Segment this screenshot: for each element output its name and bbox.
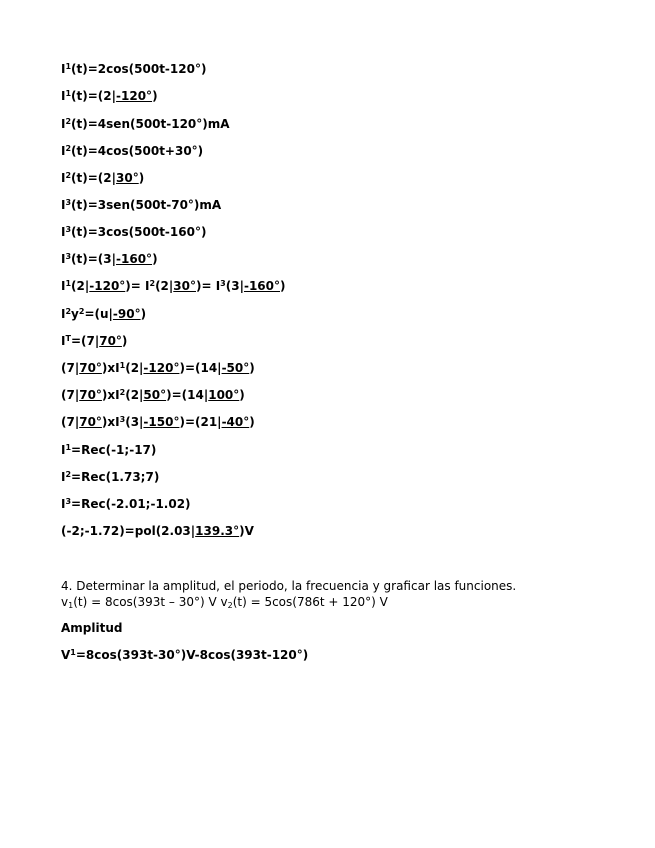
text-segment: ) bbox=[140, 307, 147, 321]
underlined-angle: 70° bbox=[79, 361, 102, 375]
text-line-21 bbox=[61, 620, 122, 636]
text-line-19 bbox=[61, 578, 516, 594]
superscript: T bbox=[65, 334, 71, 343]
text-line-2 bbox=[61, 88, 158, 104]
text-segment: (t)=(2| bbox=[71, 171, 117, 185]
text-segment: I bbox=[61, 443, 66, 457]
superscript: 2 bbox=[65, 470, 72, 479]
underlined-angle: 30° bbox=[116, 171, 139, 185]
text-segment: (t)=3sen(500t-70°)mA bbox=[71, 198, 222, 212]
text-line-6 bbox=[61, 197, 221, 213]
underlined-angle: -160° bbox=[116, 252, 153, 266]
superscript: 3 bbox=[119, 415, 126, 424]
superscript: 3 bbox=[65, 225, 72, 234]
underlined-angle: 30° bbox=[173, 279, 196, 293]
superscript: 1 bbox=[65, 279, 72, 288]
text-segment: )V bbox=[239, 524, 254, 538]
underlined-angle: 50° bbox=[143, 388, 167, 402]
text-segment: I bbox=[61, 334, 66, 348]
text-segment: I bbox=[61, 89, 66, 103]
text-segment: =8cos(393t-30°)V-8cos(393t-120°) bbox=[75, 648, 309, 662]
text-segment: )=(14| bbox=[179, 361, 222, 375]
text-segment: I bbox=[61, 470, 66, 484]
text-line-1 bbox=[61, 61, 206, 77]
text-segment: (2| bbox=[155, 279, 174, 293]
text-segment: (t)=(2| bbox=[71, 89, 117, 103]
text-line-17 bbox=[61, 496, 191, 512]
text-segment: (t) = 8cos(393t – 30°) V v bbox=[73, 595, 228, 609]
text-segment: )xI bbox=[101, 388, 120, 402]
text-line-15 bbox=[61, 442, 156, 458]
text-segment: (2| bbox=[125, 361, 144, 375]
text-line-8 bbox=[61, 251, 158, 267]
text-line-12 bbox=[61, 360, 255, 376]
superscript: 3 bbox=[65, 497, 72, 506]
text-segment: ) bbox=[152, 89, 158, 103]
text-line-10 bbox=[61, 306, 146, 322]
superscript: 2 bbox=[65, 144, 72, 153]
text-segment: (2| bbox=[71, 279, 90, 293]
text-segment: )=(14| bbox=[166, 388, 209, 402]
text-segment: ) bbox=[152, 252, 158, 266]
underlined-angle: 70° bbox=[99, 334, 122, 348]
text-segment: I bbox=[61, 252, 66, 266]
text-segment: I bbox=[61, 171, 66, 185]
text-segment: (3| bbox=[125, 415, 144, 429]
text-segment: I bbox=[61, 497, 66, 511]
text-line-7 bbox=[61, 224, 206, 240]
text-segment: (t)=2cos(500t-120°) bbox=[71, 62, 207, 76]
text-line-20 bbox=[61, 594, 388, 610]
text-line-11 bbox=[61, 333, 127, 349]
superscript: 1 bbox=[65, 89, 72, 98]
text-segment: ) bbox=[280, 279, 286, 293]
superscript: 1 bbox=[70, 648, 76, 657]
text-segment: I bbox=[61, 307, 66, 321]
text-segment: )=(21| bbox=[179, 415, 222, 429]
text-segment: I bbox=[61, 117, 66, 131]
text-segment: I bbox=[61, 225, 66, 239]
superscript: 2 bbox=[149, 279, 156, 288]
text-segment: (3| bbox=[225, 279, 244, 293]
text-segment: (7| bbox=[61, 361, 80, 375]
text-line-14 bbox=[61, 414, 255, 430]
text-segment: (t)=3cos(500t-160°) bbox=[71, 225, 207, 239]
text-segment: ) bbox=[121, 334, 128, 348]
text-line-4 bbox=[61, 143, 203, 159]
underlined-angle: -150° bbox=[143, 415, 180, 429]
text-segment: I bbox=[61, 198, 66, 212]
text-segment: (t)=4cos(500t+30°) bbox=[71, 144, 204, 158]
superscript: 1 bbox=[65, 443, 72, 452]
text-segment: (7| bbox=[61, 388, 80, 402]
text-line-13 bbox=[61, 387, 245, 403]
superscript: 2 bbox=[65, 307, 72, 316]
text-line-18 bbox=[61, 523, 254, 539]
underlined-angle: -160° bbox=[243, 279, 280, 293]
superscript: 3 bbox=[65, 198, 72, 207]
underlined-angle: -50° bbox=[221, 361, 250, 375]
superscript: 3 bbox=[220, 279, 226, 288]
superscript: 2 bbox=[65, 171, 72, 180]
text-segment: (2| bbox=[125, 388, 144, 402]
superscript: 1 bbox=[65, 62, 72, 71]
text-segment: I bbox=[61, 279, 66, 293]
text-segment: )= I bbox=[125, 279, 150, 293]
underlined-angle: 139.3° bbox=[195, 524, 240, 538]
text-line-22 bbox=[61, 647, 308, 663]
text-segment: (-2;-1.72)=pol(2.03| bbox=[61, 524, 196, 538]
underlined-angle: 70° bbox=[79, 415, 102, 429]
text-segment: ) bbox=[239, 388, 245, 402]
text-segment: I bbox=[61, 144, 66, 158]
text-line-16 bbox=[61, 469, 159, 485]
superscript: 2 bbox=[119, 388, 126, 397]
underlined-angle: 70° bbox=[79, 388, 102, 402]
text-line-5 bbox=[61, 170, 144, 186]
text-line-9 bbox=[61, 278, 285, 294]
underlined-angle: -120° bbox=[89, 279, 126, 293]
text-segment: ) bbox=[249, 361, 255, 375]
text-segment: =(7| bbox=[70, 334, 100, 348]
text-segment: (7| bbox=[61, 415, 80, 429]
superscript: 2 bbox=[78, 307, 85, 316]
text-segment: =Rec(1.73;7) bbox=[71, 470, 160, 484]
subscript: 2 bbox=[227, 601, 233, 610]
text-segment: )= I bbox=[195, 279, 221, 293]
text-segment: )xI bbox=[101, 361, 120, 375]
text-segment: y bbox=[71, 307, 79, 321]
superscript: 1 bbox=[119, 361, 126, 370]
superscript: 2 bbox=[65, 117, 72, 126]
text-line-3 bbox=[61, 116, 230, 132]
text-segment: ) bbox=[138, 171, 145, 185]
underlined-angle: -90° bbox=[112, 307, 141, 321]
text-segment: ) bbox=[249, 415, 255, 429]
text-segment: =(u| bbox=[84, 307, 113, 321]
underlined-angle: -120° bbox=[143, 361, 180, 375]
underlined-angle: -40° bbox=[221, 415, 250, 429]
text-segment: (t) = 5cos(786t + 120°) V bbox=[232, 595, 388, 609]
text-segment: I bbox=[61, 62, 66, 76]
text-segment: v bbox=[61, 595, 69, 609]
text-segment: (t)=(3| bbox=[71, 252, 117, 266]
text-segment: )xI bbox=[101, 415, 120, 429]
text-segment: =Rec(-2.01;-1.02) bbox=[71, 497, 191, 511]
text-segment: V bbox=[61, 648, 71, 662]
text-segment: Amplitud bbox=[61, 621, 123, 635]
underlined-angle: -120° bbox=[116, 89, 153, 103]
text-segment: =Rec(-1;-17) bbox=[71, 443, 157, 457]
superscript: 3 bbox=[65, 252, 72, 261]
text-segment: 4. Determinar la amplitud, el periodo, la frecuencia y graficar las funciones. bbox=[61, 579, 517, 593]
subscript: 1 bbox=[68, 601, 74, 610]
text-segment: (t)=4sen(500t-120°)mA bbox=[71, 117, 230, 131]
underlined-angle: 100° bbox=[208, 388, 240, 402]
